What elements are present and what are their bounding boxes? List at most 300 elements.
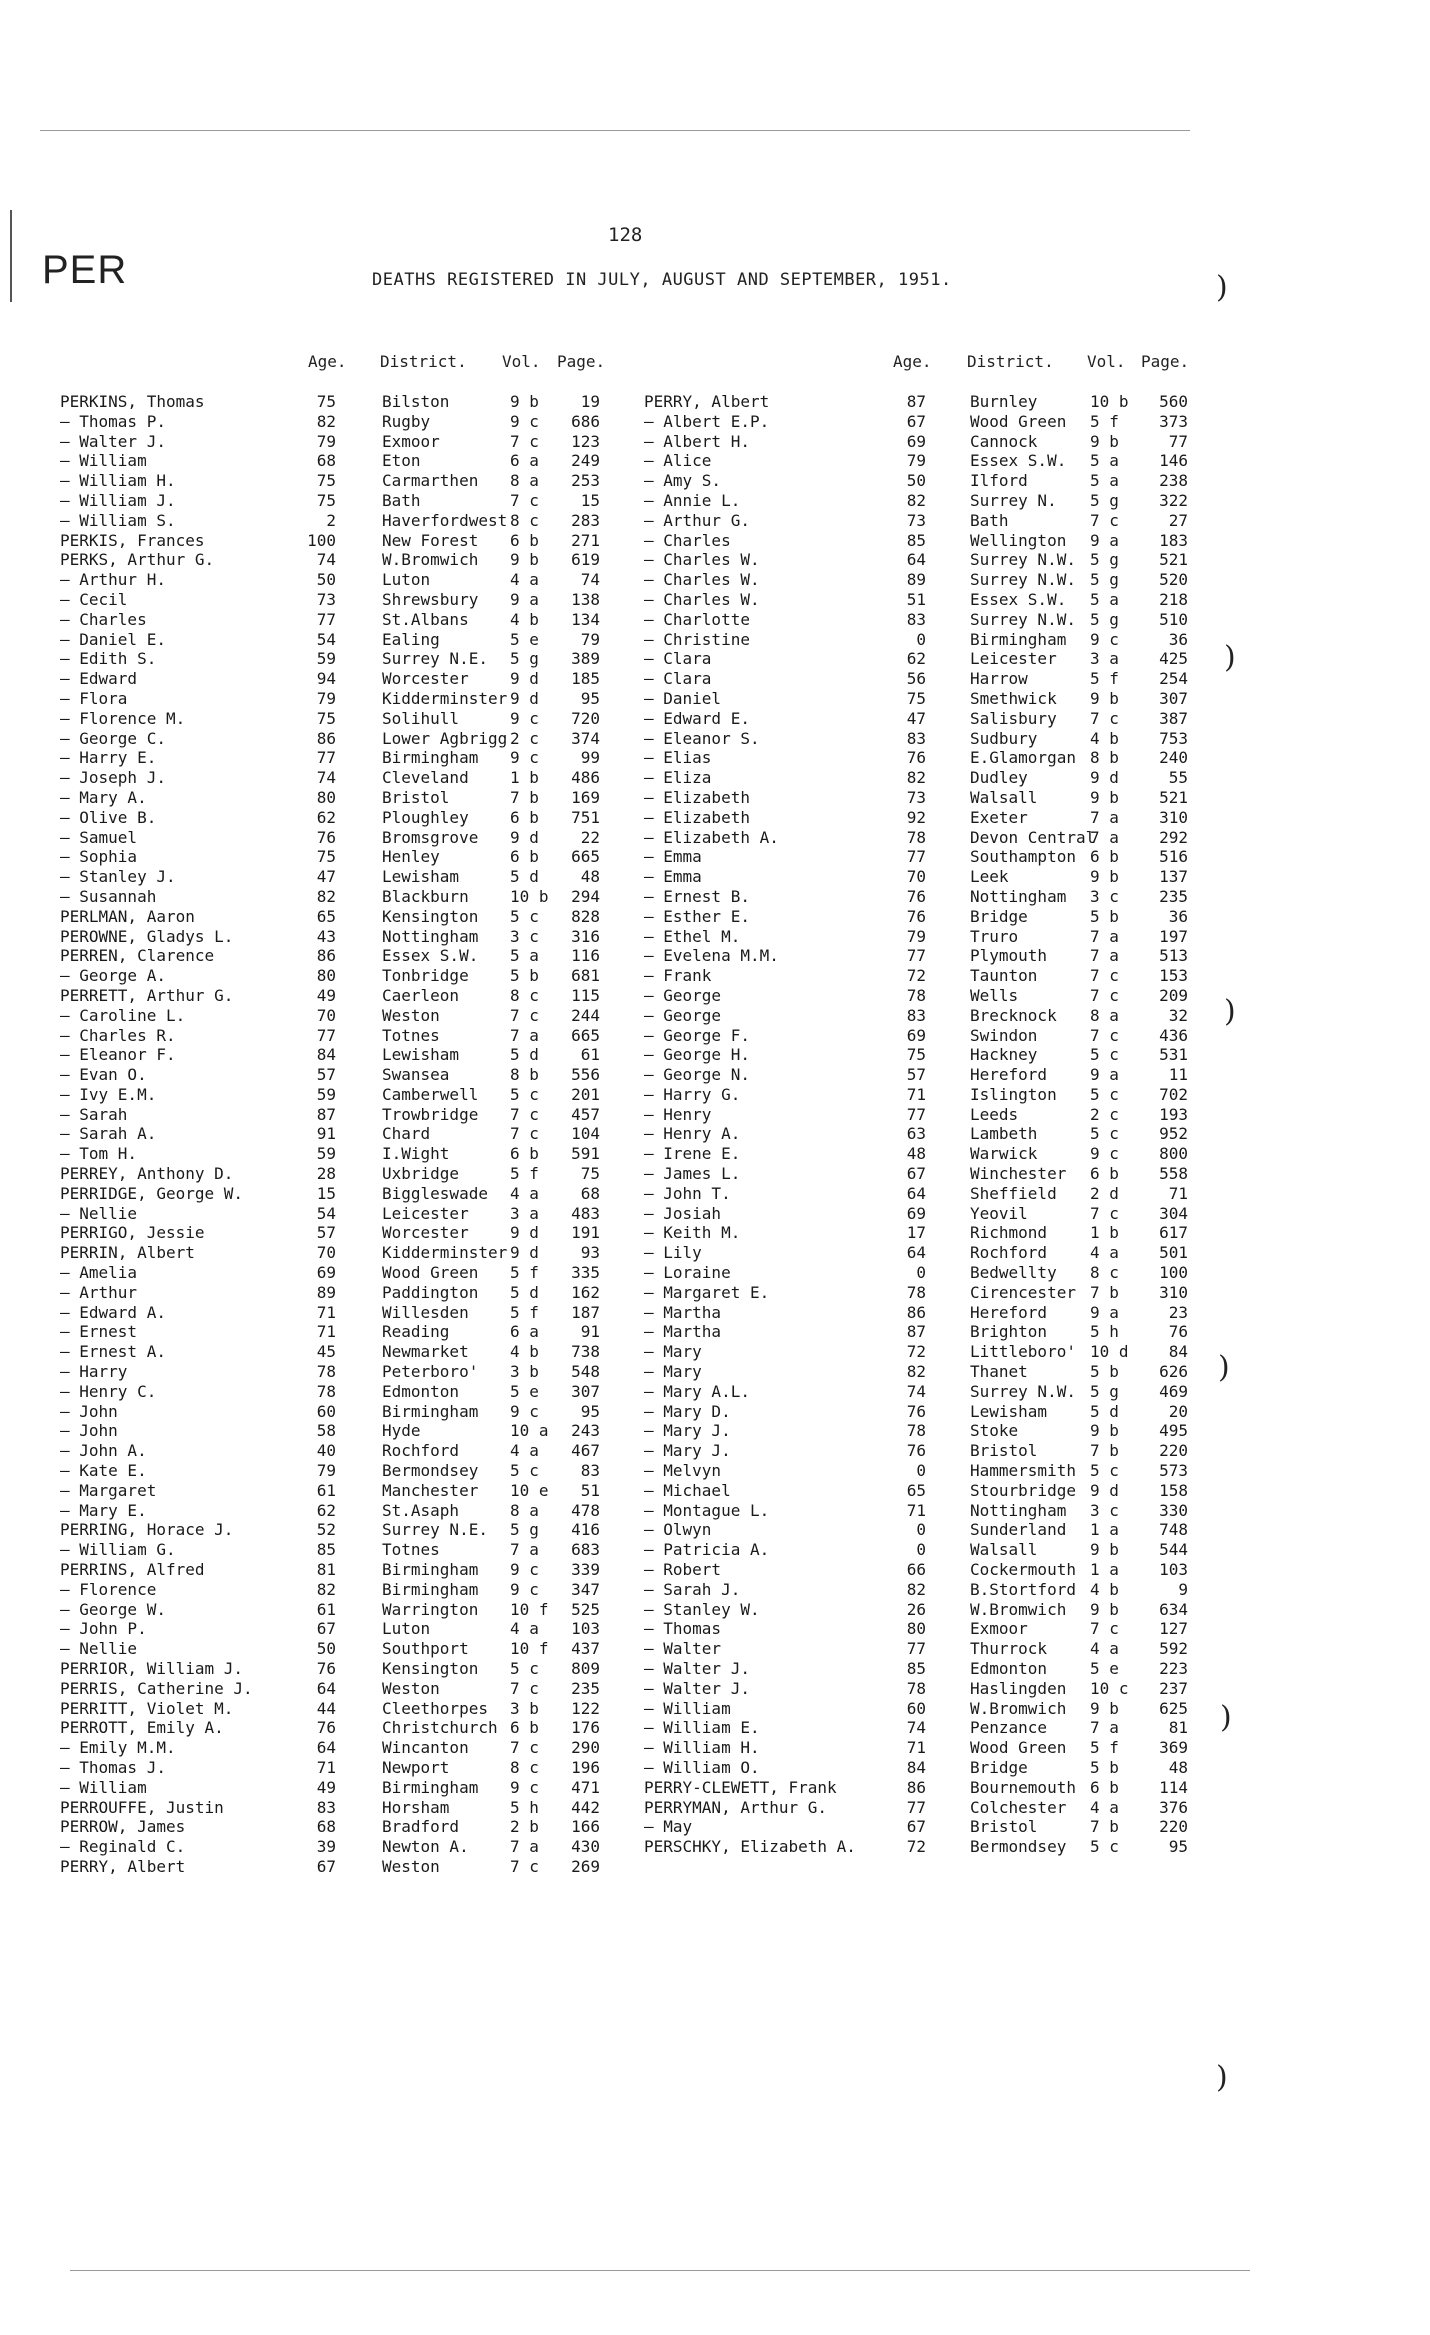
register-entry bbox=[0, 1540, 1200, 1560]
entry-name: — William G. bbox=[60, 1540, 176, 1560]
register-entry bbox=[0, 649, 1200, 669]
entry-age: 39 bbox=[316, 1837, 336, 1857]
entry-vol: 5 c bbox=[510, 906, 539, 926]
entry-district: Hackney bbox=[970, 1045, 1038, 1065]
entry-vol: 5 c bbox=[1090, 1461, 1119, 1481]
entry-district: Bridge bbox=[970, 1757, 1028, 1777]
entry-page: 238 bbox=[1159, 471, 1188, 491]
entry-vol: 9 c bbox=[510, 1560, 539, 1580]
register-entry bbox=[0, 847, 1200, 867]
entry-district: Edmonton bbox=[382, 1381, 460, 1401]
entry-page: 294 bbox=[571, 886, 600, 906]
entry-age: 70 bbox=[906, 867, 926, 887]
register-entry bbox=[0, 1204, 1200, 1224]
entry-age: 74 bbox=[906, 1718, 926, 1738]
entry-district: Camberwell bbox=[382, 1084, 479, 1104]
entry-page: 531 bbox=[1159, 1045, 1188, 1065]
entry-district: St.Asaph bbox=[382, 1500, 460, 1520]
entry-name: — William J. bbox=[60, 490, 176, 510]
entry-name: — Caroline L. bbox=[60, 1005, 186, 1025]
register-entry bbox=[0, 966, 1200, 986]
entry-age: 67 bbox=[316, 1619, 336, 1639]
entry-district: Rugby bbox=[382, 411, 431, 431]
entry-name: — Ernest bbox=[60, 1322, 138, 1342]
entry-page: 176 bbox=[571, 1718, 600, 1738]
binding-edge-mark bbox=[10, 210, 12, 302]
entry-district: Essex S.W. bbox=[970, 451, 1067, 471]
entry-name: — Henry C. bbox=[60, 1381, 157, 1401]
entry-age: 67 bbox=[906, 1164, 926, 1184]
entry-vol: 4 a bbox=[510, 1619, 539, 1639]
entry-name: — Charles bbox=[644, 530, 731, 550]
entry-page: 36 bbox=[1168, 906, 1188, 926]
entry-vol: 3 c bbox=[1090, 1500, 1119, 1520]
entry-name: — George F. bbox=[644, 1025, 750, 1045]
entry-vol: 5 g bbox=[1090, 609, 1119, 629]
entry-age: 57 bbox=[906, 1065, 926, 1085]
entry-age: 78 bbox=[906, 827, 926, 847]
register-entry bbox=[0, 432, 1200, 452]
entry-district: Bromsgrove bbox=[382, 827, 479, 847]
entry-age: 15 bbox=[316, 1183, 336, 1203]
entry-district: Littleboro' bbox=[970, 1342, 1076, 1362]
entry-age: 40 bbox=[316, 1441, 336, 1461]
entry-district: Wellington bbox=[970, 530, 1067, 550]
entry-page: 520 bbox=[1159, 570, 1188, 590]
entry-page: 103 bbox=[571, 1619, 600, 1639]
entry-vol: 4 a bbox=[510, 570, 539, 590]
entry-name: — Daniel bbox=[644, 688, 722, 708]
entry-name: — Walter J. bbox=[60, 431, 166, 451]
entry-age: 0 bbox=[916, 1520, 926, 1540]
entry-district: Lewisham bbox=[970, 1401, 1048, 1421]
margin-bracket: ) bbox=[1216, 2060, 1228, 2095]
entry-page: 322 bbox=[1159, 490, 1188, 510]
entry-district: Bath bbox=[382, 490, 421, 510]
entry-vol: 2 b bbox=[510, 1817, 539, 1837]
entry-page: 185 bbox=[571, 669, 600, 689]
entry-age: 69 bbox=[906, 1203, 926, 1223]
entry-age: 75 bbox=[316, 490, 336, 510]
entry-name: — Elizabeth bbox=[644, 787, 750, 807]
entry-district: Rochford bbox=[970, 1243, 1048, 1263]
entry-district: Sudbury bbox=[970, 728, 1038, 748]
entry-age: 62 bbox=[316, 1500, 336, 1520]
entry-page: 95 bbox=[580, 1401, 600, 1421]
register-entry bbox=[0, 1619, 1200, 1639]
entry-vol: 7 c bbox=[1090, 966, 1119, 986]
entry-district: Exeter bbox=[970, 807, 1028, 827]
entry-page: 513 bbox=[1159, 946, 1188, 966]
entry-page: 952 bbox=[1159, 1124, 1188, 1144]
entry-district: Chard bbox=[382, 1124, 431, 1144]
entry-district: Reading bbox=[382, 1322, 450, 1342]
entry-district: Wincanton bbox=[382, 1738, 469, 1758]
entry-district: Weston bbox=[382, 1678, 440, 1698]
entry-page: 486 bbox=[571, 768, 600, 788]
entry-page: 99 bbox=[580, 748, 600, 768]
entry-name: — John A. bbox=[60, 1441, 147, 1461]
entry-vol: 5 f bbox=[510, 1263, 539, 1283]
entry-district: Bilston bbox=[382, 392, 450, 411]
entry-page: 249 bbox=[571, 451, 600, 471]
entry-page: 93 bbox=[580, 1243, 600, 1263]
entry-page: 316 bbox=[571, 926, 600, 946]
entry-vol: 5 g bbox=[1090, 490, 1119, 510]
entry-name: — George A. bbox=[60, 966, 166, 986]
entry-name: PERROW, James bbox=[60, 1817, 186, 1837]
entry-age: 68 bbox=[316, 1817, 336, 1837]
entry-page: 339 bbox=[571, 1560, 600, 1580]
register-entry bbox=[0, 927, 1200, 947]
entry-vol: 5 c bbox=[510, 1461, 539, 1481]
entry-page: 103 bbox=[1159, 1560, 1188, 1580]
entry-age: 54 bbox=[316, 1203, 336, 1223]
entry-vol: 7 c bbox=[510, 490, 539, 510]
entry-name: PERROUFFE, Justin bbox=[60, 1797, 224, 1817]
entry-name: — Joseph J. bbox=[60, 768, 166, 788]
register-title: DEATHS REGISTERED IN JULY, AUGUST AND SEPTEMBER, 1951. bbox=[372, 270, 952, 290]
entry-vol: 8 c bbox=[510, 985, 539, 1005]
entry-name: PEROWNE, Gladys L. bbox=[60, 926, 234, 946]
entry-page: 683 bbox=[571, 1540, 600, 1560]
entry-district: Solihull bbox=[382, 708, 460, 728]
entry-page: 521 bbox=[1159, 787, 1188, 807]
entry-age: 62 bbox=[906, 649, 926, 669]
entry-name: — Edith S. bbox=[60, 649, 157, 669]
entry-age: 74 bbox=[316, 768, 336, 788]
entry-page: 137 bbox=[1159, 867, 1188, 887]
entry-age: 73 bbox=[906, 510, 926, 530]
entry-vol: 9 d bbox=[510, 1223, 539, 1243]
entry-district: Thanet bbox=[970, 1362, 1028, 1382]
register-entry bbox=[0, 1421, 1200, 1441]
entry-district: Winchester bbox=[970, 1164, 1067, 1184]
entry-vol: 5 d bbox=[510, 1282, 539, 1302]
entry-name: — Charles R. bbox=[60, 1025, 176, 1045]
entry-vol: 5 d bbox=[1090, 1401, 1119, 1421]
entry-vol: 5 c bbox=[510, 1084, 539, 1104]
entry-vol: 7 b bbox=[1090, 1282, 1119, 1302]
entry-vol: 10 e bbox=[510, 1480, 549, 1500]
entry-name: — John P. bbox=[60, 1619, 147, 1639]
entry-age: 80 bbox=[316, 787, 336, 807]
entry-name: — George bbox=[644, 1005, 722, 1025]
entry-page: 32 bbox=[1168, 1005, 1188, 1025]
entry-age: 59 bbox=[316, 649, 336, 669]
entry-age: 61 bbox=[316, 1480, 336, 1500]
entry-page: 304 bbox=[1159, 1203, 1188, 1223]
entry-age: 67 bbox=[906, 1817, 926, 1837]
entry-name: PERKINS, Thomas bbox=[60, 392, 205, 411]
entry-vol: 9 b bbox=[1090, 787, 1119, 807]
entry-vol: 9 c bbox=[510, 748, 539, 768]
entry-vol: 1 b bbox=[1090, 1223, 1119, 1243]
entry-district: Bath bbox=[970, 510, 1009, 530]
register-entry bbox=[0, 729, 1200, 749]
entry-district: Wood Green bbox=[382, 1263, 479, 1283]
entry-age: 62 bbox=[316, 807, 336, 827]
entry-age: 87 bbox=[906, 1322, 926, 1342]
entry-page: 573 bbox=[1159, 1461, 1188, 1481]
entry-page: 292 bbox=[1159, 827, 1188, 847]
entry-age: 94 bbox=[316, 669, 336, 689]
entry-age: 76 bbox=[906, 748, 926, 768]
entry-district: Thurrock bbox=[970, 1639, 1048, 1659]
entry-district: Nottingham bbox=[970, 886, 1067, 906]
register-entry bbox=[0, 1124, 1200, 1144]
entry-age: 78 bbox=[906, 1282, 926, 1302]
scan-noise-line bbox=[40, 130, 1190, 131]
entry-page: 48 bbox=[580, 867, 600, 887]
entry-age: 52 bbox=[316, 1520, 336, 1540]
entry-name: PERRYMAN, Arthur G. bbox=[644, 1797, 828, 1817]
entry-vol: 5 h bbox=[510, 1797, 539, 1817]
entry-name: — Susannah bbox=[60, 886, 157, 906]
register-entry bbox=[0, 1085, 1200, 1105]
entry-name: — Montague L. bbox=[644, 1500, 770, 1520]
entry-district: Newton A. bbox=[382, 1837, 469, 1857]
entry-name: — Olwyn bbox=[644, 1520, 712, 1540]
entry-age: 71 bbox=[316, 1302, 336, 1322]
entry-name: — Thomas bbox=[644, 1619, 722, 1639]
entry-name: — Mary E. bbox=[60, 1500, 147, 1520]
entry-name: — May bbox=[644, 1817, 693, 1837]
entry-page: 686 bbox=[571, 411, 600, 431]
entry-name: — Sophia bbox=[60, 847, 138, 867]
entry-vol: 5 f bbox=[1090, 669, 1119, 689]
register-entry bbox=[0, 1263, 1200, 1283]
register-entry bbox=[0, 1699, 1200, 1719]
entry-page: 95 bbox=[580, 688, 600, 708]
entry-name: — Walter bbox=[644, 1639, 722, 1659]
entry-vol: 8 c bbox=[1090, 1263, 1119, 1283]
entry-age: 71 bbox=[906, 1084, 926, 1104]
entry-page: 55 bbox=[1168, 768, 1188, 788]
register-entry bbox=[0, 570, 1200, 590]
entry-vol: 5 g bbox=[510, 1520, 539, 1540]
entry-vol: 9 a bbox=[510, 589, 539, 609]
entry-district: Taunton bbox=[970, 966, 1038, 986]
entry-vol: 5 b bbox=[1090, 1757, 1119, 1777]
entry-page: 193 bbox=[1159, 1104, 1188, 1124]
entry-name: PERRIDGE, George W. bbox=[60, 1183, 244, 1203]
entry-name: — Mary bbox=[644, 1342, 702, 1362]
entry-district: Trowbridge bbox=[382, 1104, 479, 1124]
entry-page: 525 bbox=[571, 1599, 600, 1619]
entry-page: 748 bbox=[1159, 1520, 1188, 1540]
entry-page: 240 bbox=[1159, 748, 1188, 768]
entry-age: 82 bbox=[906, 768, 926, 788]
entry-name: — Edward bbox=[60, 669, 138, 689]
entry-district: Uxbridge bbox=[382, 1164, 460, 1184]
entry-vol: 8 b bbox=[510, 1065, 539, 1085]
entry-vol: 9 c bbox=[1090, 629, 1119, 649]
entry-name: PERKS, Arthur G. bbox=[60, 550, 215, 570]
register-entry bbox=[0, 531, 1200, 551]
entry-page: 183 bbox=[1159, 530, 1188, 550]
entry-vol: 7 a bbox=[510, 1025, 539, 1045]
register-entry bbox=[0, 1045, 1200, 1065]
entry-name: — Charles W. bbox=[644, 550, 760, 570]
entry-district: Penzance bbox=[970, 1718, 1048, 1738]
entry-vol: 5 g bbox=[1090, 1381, 1119, 1401]
entry-page: 77 bbox=[1168, 431, 1188, 451]
entry-age: 61 bbox=[316, 1599, 336, 1619]
entry-age: 84 bbox=[906, 1757, 926, 1777]
entry-district: Warwick bbox=[970, 1144, 1038, 1164]
entry-name: PERRY, Albert bbox=[60, 1856, 186, 1876]
entry-district: Eton bbox=[382, 451, 421, 471]
entry-name: — Mary A. bbox=[60, 787, 147, 807]
entry-age: 68 bbox=[316, 451, 336, 471]
entry-age: 77 bbox=[316, 748, 336, 768]
entry-district: Leicester bbox=[382, 1203, 469, 1223]
register-entry bbox=[0, 1659, 1200, 1679]
entry-age: 75 bbox=[316, 708, 336, 728]
entry-page: 115 bbox=[571, 985, 600, 1005]
entry-page: 521 bbox=[1159, 550, 1188, 570]
entry-vol: 10 b bbox=[510, 886, 549, 906]
entry-district: W.Bromwich bbox=[382, 550, 479, 570]
entry-age: 86 bbox=[316, 946, 336, 966]
entry-name: — Emily M.M. bbox=[60, 1738, 176, 1758]
entry-age: 64 bbox=[906, 1243, 926, 1263]
entry-district: Kidderminster bbox=[382, 688, 508, 708]
entry-vol: 7 a bbox=[1090, 827, 1119, 847]
entry-district: Ploughley bbox=[382, 807, 469, 827]
entry-vol: 9 b bbox=[510, 392, 539, 411]
register-entry bbox=[0, 1026, 1200, 1046]
entry-district: Harrow bbox=[970, 669, 1028, 689]
entry-name: — Samuel bbox=[60, 827, 138, 847]
entry-district: New Forest bbox=[382, 530, 479, 550]
entry-district: Paddington bbox=[382, 1282, 479, 1302]
entry-age: 44 bbox=[316, 1698, 336, 1718]
entry-age: 43 bbox=[316, 926, 336, 946]
entry-vol: 9 b bbox=[1090, 1599, 1119, 1619]
entry-district: Christchurch bbox=[382, 1718, 498, 1738]
entry-name: — Mary bbox=[644, 1362, 702, 1382]
entry-vol: 5 c bbox=[510, 1659, 539, 1678]
entry-age: 67 bbox=[316, 1856, 336, 1876]
entry-name: — James L. bbox=[644, 1164, 741, 1184]
entry-district: Surrey N.E. bbox=[382, 1520, 488, 1540]
entry-name: — William H. bbox=[644, 1738, 760, 1758]
entry-district: Birmingham bbox=[970, 629, 1067, 649]
entry-name: — Arthur H. bbox=[60, 570, 166, 590]
entry-name: — Nellie bbox=[60, 1203, 138, 1223]
entry-age: 72 bbox=[906, 1342, 926, 1362]
entry-district: Kidderminster bbox=[382, 1243, 508, 1263]
register-entry bbox=[0, 1600, 1200, 1620]
entry-vol: 9 d bbox=[1090, 1480, 1119, 1500]
register-entry bbox=[0, 867, 1200, 887]
entry-name: — Evelena M.M. bbox=[644, 946, 779, 966]
entry-vol: 9 a bbox=[1090, 1302, 1119, 1322]
entry-name: — Evan O. bbox=[60, 1065, 147, 1085]
entry-age: 0 bbox=[916, 1540, 926, 1560]
entry-name: — Martha bbox=[644, 1322, 722, 1342]
entry-vol: 3 c bbox=[510, 926, 539, 946]
entry-name: PERRETT, Arthur G. bbox=[60, 985, 234, 1005]
entry-age: 26 bbox=[906, 1599, 926, 1619]
entry-name: — Alice bbox=[644, 451, 712, 471]
entry-vol: 7 a bbox=[510, 1837, 539, 1857]
header-page: Page. bbox=[1141, 352, 1190, 371]
entry-vol: 4 b bbox=[1090, 1579, 1119, 1599]
entry-district: Brighton bbox=[970, 1322, 1048, 1342]
entry-age: 49 bbox=[316, 1777, 336, 1797]
entry-age: 76 bbox=[906, 1401, 926, 1421]
entry-vol: 10 f bbox=[510, 1639, 549, 1659]
register-entry bbox=[0, 1342, 1200, 1362]
register-entry bbox=[0, 1857, 640, 1877]
entry-age: 54 bbox=[316, 629, 336, 649]
entry-page: 15 bbox=[580, 490, 600, 510]
register-entry bbox=[0, 788, 1200, 808]
entry-vol: 8 a bbox=[510, 471, 539, 491]
entry-vol: 1 a bbox=[1090, 1520, 1119, 1540]
entry-age: 69 bbox=[906, 431, 926, 451]
entry-vol: 7 c bbox=[510, 1738, 539, 1758]
entry-age: 75 bbox=[316, 392, 336, 411]
entry-district: Worcester bbox=[382, 669, 469, 689]
entry-name: — Esther E. bbox=[644, 906, 750, 926]
register-entry bbox=[0, 471, 1200, 491]
entry-name: — Loraine bbox=[644, 1263, 731, 1283]
entry-page: 127 bbox=[1159, 1619, 1188, 1639]
margin-bracket: ) bbox=[1216, 270, 1228, 305]
entry-page: 335 bbox=[571, 1263, 600, 1283]
entry-vol: 1 a bbox=[1090, 1560, 1119, 1580]
entry-name: — Charlotte bbox=[644, 609, 750, 629]
register-entry bbox=[0, 1402, 1200, 1422]
entry-age: 57 bbox=[316, 1065, 336, 1085]
entry-district: W.Bromwich bbox=[970, 1599, 1067, 1619]
entry-vol: 9 b bbox=[1090, 1421, 1119, 1441]
entry-age: 56 bbox=[906, 669, 926, 689]
entry-district: Weston bbox=[382, 1856, 440, 1876]
entry-vol: 5 f bbox=[1090, 1738, 1119, 1758]
entry-page: 254 bbox=[1159, 669, 1188, 689]
entry-vol: 6 b bbox=[510, 807, 539, 827]
register-entry bbox=[0, 412, 1200, 432]
entry-age: 74 bbox=[316, 550, 336, 570]
entry-vol: 5 c bbox=[1090, 1084, 1119, 1104]
entry-district: W.Bromwich bbox=[970, 1698, 1067, 1718]
entry-age: 83 bbox=[906, 609, 926, 629]
entry-page: 218 bbox=[1159, 589, 1188, 609]
entry-vol: 7 a bbox=[1090, 946, 1119, 966]
entry-page: 387 bbox=[1159, 708, 1188, 728]
entry-name: — Arthur bbox=[60, 1282, 138, 1302]
entry-vol: 7 c bbox=[510, 431, 539, 451]
entry-age: 50 bbox=[316, 1639, 336, 1659]
entry-age: 76 bbox=[316, 1718, 336, 1738]
entry-name: — Florence M. bbox=[60, 708, 186, 728]
entry-name: — Clara bbox=[644, 669, 712, 689]
entry-page: 307 bbox=[571, 1381, 600, 1401]
register-entry bbox=[0, 1718, 1200, 1738]
entry-age: 70 bbox=[316, 1243, 336, 1263]
entry-age: 89 bbox=[316, 1282, 336, 1302]
entry-page: 430 bbox=[571, 1837, 600, 1857]
entry-district: Wood Green bbox=[970, 411, 1067, 431]
register-entry bbox=[0, 1362, 1200, 1382]
entry-page: 153 bbox=[1159, 966, 1188, 986]
entry-age: 92 bbox=[906, 807, 926, 827]
